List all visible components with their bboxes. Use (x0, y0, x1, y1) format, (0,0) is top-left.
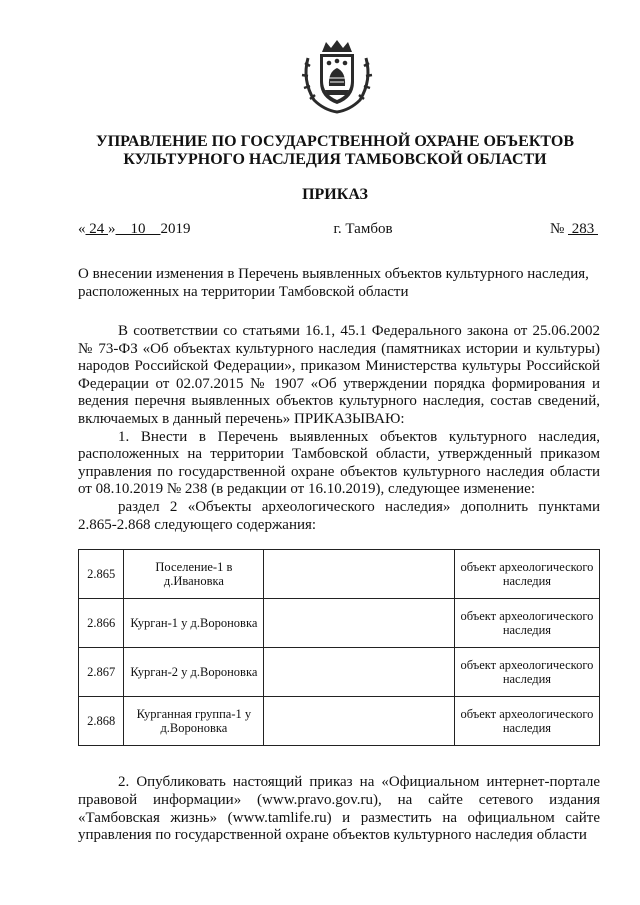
object-category: объект археологического наследия (454, 599, 599, 648)
object-category: объект археологического наследия (454, 648, 599, 697)
row-number: 2.868 (79, 697, 124, 746)
date-month: 10 (115, 221, 161, 237)
object-details (264, 599, 454, 648)
date-quote-close: » (108, 221, 116, 237)
document-number-block (550, 221, 598, 238)
table-row (79, 599, 600, 648)
document-number: 283 (568, 221, 598, 237)
document-city: г. Тамбов (333, 221, 393, 237)
document-type: ПРИКАЗ (302, 186, 368, 203)
object-category: объект археологического наследия (454, 550, 599, 599)
table-row (79, 550, 600, 599)
document-footer (78, 774, 600, 845)
object-name: Курганная группа-1 у д.Вороновка (124, 697, 264, 746)
body-paragraph: 1. Внести в Перечень выявленных объектов культурного наследия, расположенных на территории Тамбовской области, утвержденный приказом управления по государственной охране объектов культурного наследия области от 08.10.2019 № 238 (в редакции от 16.10.2019), следующее изменение: (78, 428, 600, 498)
organization-title: УПРАВЛЕНИЕ ПО ГОСУДАРСТВЕННОЙ ОХРАНЕ ОБЪЕКТОВ КУЛЬТУРНОГО НАСЛЕДИЯ ТАМБОВСКОЙ ОБЛАСТИ (95, 133, 574, 168)
table-row (79, 697, 600, 746)
date-quote-open: « (78, 221, 86, 237)
coat-of-arms-icon (298, 38, 376, 116)
body-paragraph: раздел 2 «Объекты археологического наследия» дополнить пунктами 2.865-2.868 следующего содержания: (78, 498, 600, 533)
row-number: 2.867 (79, 648, 124, 697)
document-date (78, 221, 191, 238)
objects-table (78, 549, 600, 746)
document-subject: О внесении изменения в Перечень выявленных объектов культурного наследия, расположенных на территории Тамбовской области (78, 266, 589, 300)
object-name: Курган-1 у д.Вороновка (124, 599, 264, 648)
body-paragraph: 2. Опубликовать настоящий приказ на «Официальном интернет-портале правовой информации» (www.pravo.gov.ru), на сайте сетевого издания «Тамбовская жизнь» (www.tamlife.ru) и разместить на официальном сайте управления по государственной охране объектов культурного наследия области (78, 774, 600, 844)
object-details (264, 550, 454, 599)
table-row (79, 648, 600, 697)
date-number-row (78, 221, 598, 241)
number-sign: № (549, 221, 568, 237)
object-category: объект археологического наследия (454, 697, 599, 746)
date-year: 2019 (160, 221, 191, 237)
object-name: Курган-2 у д.Вороновка (124, 648, 264, 697)
object-details (264, 697, 454, 746)
body-paragraph: В соответствии со статьями 16.1, 45.1 Федерального закона от 25.06.2002 № 73-ФЗ «Об объектах культурного наследия (памятниках истории и культуры) народов Российской Федерации», приказом Министерства культуры Российской Федерации от 02.07.2015 № 1907 «Об утверждении порядка формирования и ведения перечня выявленных объектов культурного наследия, состав сведений, включаемых в данный перечень» ПРИКАЗЫВАЮ: (78, 323, 600, 427)
object-details (264, 648, 454, 697)
row-number: 2.865 (79, 550, 124, 599)
object-name: Поселение-1 в д.Ивановка (124, 550, 264, 599)
document-body (78, 323, 600, 534)
row-number: 2.866 (79, 599, 124, 648)
date-day: 24 (85, 221, 108, 237)
